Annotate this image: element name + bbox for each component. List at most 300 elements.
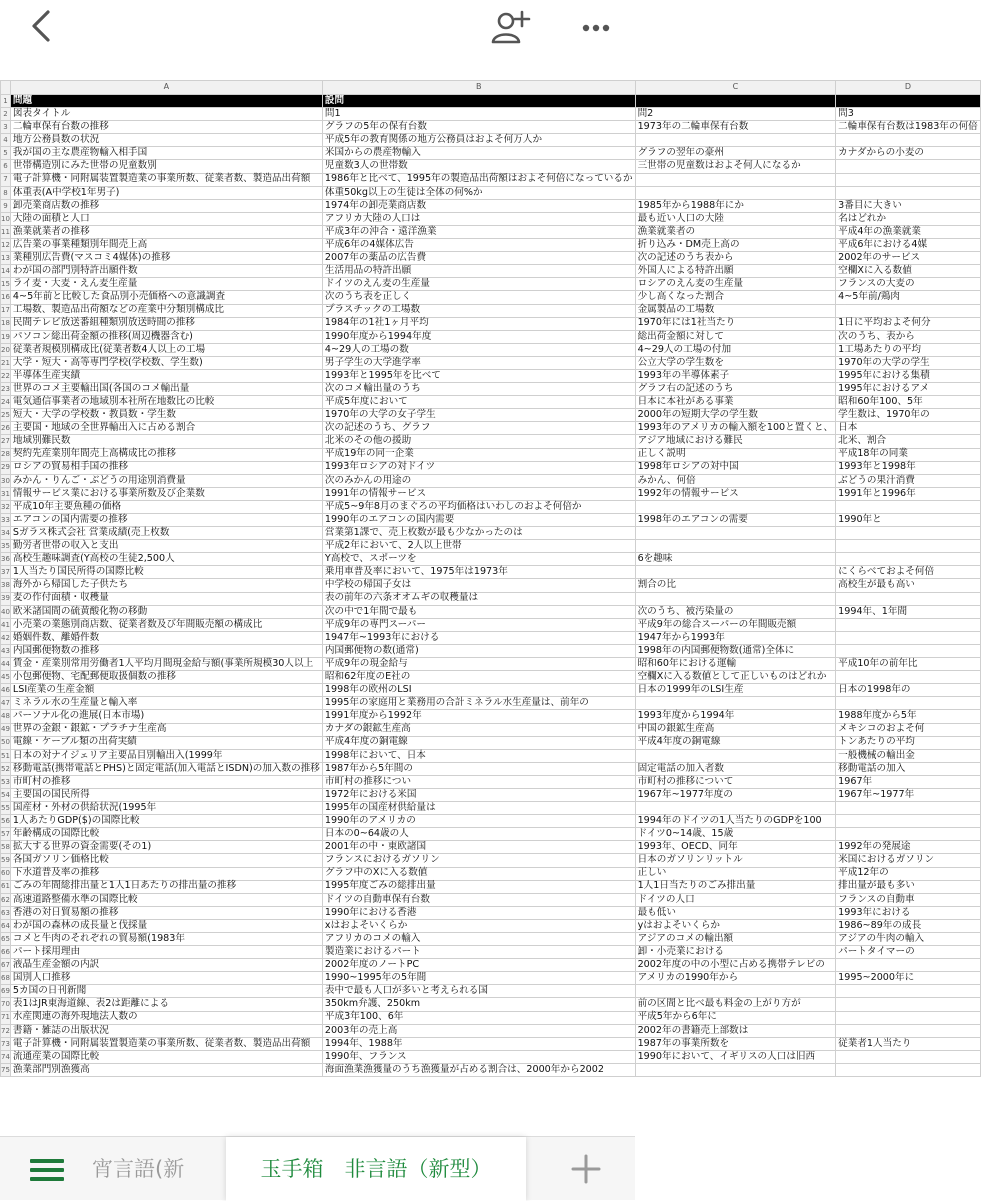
table-cell[interactable]: 4~29人の工場の数: [322, 343, 635, 356]
table-cell[interactable]: [836, 95, 981, 108]
row-number[interactable]: 16: [1, 291, 11, 304]
table-cell[interactable]: 工場数、製造品出荷額などの産業中分類別構成比: [10, 304, 322, 317]
table-cell[interactable]: 従業者1人当たり: [836, 1037, 981, 1050]
table-cell[interactable]: ロシアのえん麦の生産量: [635, 278, 836, 291]
row-number[interactable]: 39: [1, 592, 11, 605]
row-number[interactable]: 45: [1, 671, 11, 684]
row-number[interactable]: 58: [1, 841, 11, 854]
table-cell[interactable]: 短大・大学の学校数・教員数・学生数: [10, 409, 322, 422]
row-number[interactable]: 14: [1, 265, 11, 278]
table-cell[interactable]: 昭和62年度のE社の: [322, 671, 635, 684]
table-cell[interactable]: 平成9年の現金給与: [322, 658, 635, 671]
table-cell[interactable]: 1988年度から5年: [836, 710, 981, 723]
table-cell[interactable]: 平成10年の前年比: [836, 658, 981, 671]
table-cell[interactable]: 契約先産業別年間売上高構成比の推移: [10, 448, 322, 461]
spreadsheet-view[interactable]: [0, 80, 978, 1132]
table-cell[interactable]: 半導体生産実績: [10, 369, 322, 382]
row-number[interactable]: 24: [1, 396, 11, 409]
row-number[interactable]: 47: [1, 697, 11, 710]
table-cell[interactable]: xはおよそいくらか: [322, 919, 635, 932]
table-cell[interactable]: グラフの5年の保有台数: [322, 121, 635, 134]
table-cell[interactable]: 平成3年の沖合・遠洋漁業: [322, 225, 635, 238]
table-cell[interactable]: 乗用車普及率において、1975年は1973年: [322, 566, 635, 579]
table-cell[interactable]: 正しい: [635, 867, 836, 880]
table-cell[interactable]: 市町村の推移: [10, 775, 322, 788]
table-cell[interactable]: [635, 566, 836, 579]
more-horizontal-icon[interactable]: [578, 10, 614, 46]
table-cell[interactable]: [836, 1063, 981, 1076]
table-cell[interactable]: 北米、割合: [836, 435, 981, 448]
table-cell[interactable]: 表中で最も人口が多いと考えられる国: [322, 985, 635, 998]
row-number[interactable]: 11: [1, 225, 11, 238]
plus-icon[interactable]: [568, 1151, 604, 1187]
table-cell[interactable]: 4~5年前/鶏肉: [836, 291, 981, 304]
table-cell[interactable]: 設問: [322, 95, 635, 108]
row-number[interactable]: 54: [1, 788, 11, 801]
table-cell[interactable]: 名はどれか: [836, 212, 981, 225]
row-number[interactable]: 50: [1, 736, 11, 749]
table-cell[interactable]: 1990~1995年の5年間: [322, 972, 635, 985]
table-cell[interactable]: Sガラス株式会社 営業成績(売上枚数: [10, 527, 322, 540]
table-cell[interactable]: 日本のガソリンリットル: [635, 854, 836, 867]
table-cell[interactable]: [836, 985, 981, 998]
table-cell[interactable]: [635, 186, 836, 199]
table-cell[interactable]: 正しく説明: [635, 448, 836, 461]
table-cell[interactable]: 年齢構成の国際比較: [10, 828, 322, 841]
table-cell[interactable]: 昭和60年における運輸: [635, 658, 836, 671]
table-cell[interactable]: 大陸の面積と人口: [10, 212, 322, 225]
row-number[interactable]: 44: [1, 658, 11, 671]
table-cell[interactable]: エアコンの国内需要の推移: [10, 514, 322, 527]
table-cell[interactable]: 我が国の主な農産物輸入相手国: [10, 147, 322, 160]
table-cell[interactable]: にくらべておよそ何倍: [836, 566, 981, 579]
table-cell[interactable]: 1990年における香港: [322, 906, 635, 919]
table-cell[interactable]: パソコン総出荷金額の推移(周辺機器含む): [10, 330, 322, 343]
table-cell[interactable]: 2003年の売上高: [322, 1024, 635, 1037]
table-cell[interactable]: 婚姻件数、離婚件数: [10, 631, 322, 644]
row-number[interactable]: 55: [1, 802, 11, 815]
table-cell[interactable]: 2002年のサービス: [836, 252, 981, 265]
table-cell[interactable]: フランスにおけるガソリン: [322, 854, 635, 867]
table-cell[interactable]: 少し高くなった割合: [635, 291, 836, 304]
table-cell[interactable]: 1947年~1993年における: [322, 631, 635, 644]
table-cell[interactable]: [836, 959, 981, 972]
row-number[interactable]: 7: [1, 173, 11, 186]
table-cell[interactable]: 平成5年から6年に: [635, 1011, 836, 1024]
table-cell[interactable]: メキシコのおよそ何: [836, 723, 981, 736]
table-cell[interactable]: 平成9年の専門スーパー: [322, 618, 635, 631]
table-cell[interactable]: 平成6年における4媒: [836, 239, 981, 252]
row-number[interactable]: 67: [1, 959, 11, 972]
column-header[interactable]: C: [635, 81, 836, 95]
table-cell[interactable]: 中国の銀鉱生産高: [635, 723, 836, 736]
row-number[interactable]: 13: [1, 252, 11, 265]
table-cell[interactable]: 1991年度から1992年: [322, 710, 635, 723]
table-cell[interactable]: [635, 134, 836, 147]
table-cell[interactable]: [635, 749, 836, 762]
row-number[interactable]: 40: [1, 605, 11, 618]
row-number[interactable]: 18: [1, 317, 11, 330]
row-number[interactable]: 15: [1, 278, 11, 291]
table-cell[interactable]: [836, 304, 981, 317]
table-cell[interactable]: [836, 1011, 981, 1024]
table-cell[interactable]: 主要国・地域の全世界輸出入に占める割合: [10, 422, 322, 435]
table-cell[interactable]: [836, 631, 981, 644]
table-cell[interactable]: 移動電話の加入: [836, 762, 981, 775]
table-cell[interactable]: 流通産業の国際比較: [10, 1050, 322, 1063]
table-cell[interactable]: 問1: [322, 108, 635, 121]
table-cell[interactable]: 平成10年主要魚種の価格: [10, 500, 322, 513]
table-cell[interactable]: ドイツの自動車保有台数: [322, 893, 635, 906]
table-cell[interactable]: 1995年におけるアメ: [836, 383, 981, 396]
table-cell[interactable]: 次のうち、表から: [836, 330, 981, 343]
table-cell[interactable]: 大学・短大・高等専門学校(学校数、学生数): [10, 356, 322, 369]
table-cell[interactable]: 地域別難民数: [10, 435, 322, 448]
table-cell[interactable]: [836, 815, 981, 828]
table-cell[interactable]: アフリカのコメの輸入: [322, 933, 635, 946]
table-cell[interactable]: 世界の金銀・銀鉱・プラチナ生産高: [10, 723, 322, 736]
table-cell[interactable]: 1986年と比べて、1995年の製造品出荷額はおよそ何倍になっているか: [322, 173, 635, 186]
hamburger-menu-icon[interactable]: [30, 1159, 64, 1185]
table-cell[interactable]: 日本: [836, 422, 981, 435]
table-cell[interactable]: [836, 697, 981, 710]
table-cell[interactable]: 1998年において、日本: [322, 749, 635, 762]
table-cell[interactable]: [836, 173, 981, 186]
sheet-tab-active[interactable]: 玉手箱 非言語（新型）: [226, 1137, 526, 1201]
table-cell[interactable]: みかん・りんご・ぶどうの用途別消費量: [10, 474, 322, 487]
row-number[interactable]: 43: [1, 644, 11, 657]
table-cell[interactable]: 主要国の国民所得: [10, 788, 322, 801]
table-cell[interactable]: 世帯構造別にみた世帯の児童数別: [10, 160, 322, 173]
row-number[interactable]: 28: [1, 448, 11, 461]
row-number[interactable]: 27: [1, 435, 11, 448]
table-cell[interactable]: アメリカの1990年から: [635, 972, 836, 985]
table-cell[interactable]: 平成19年の同一企業: [322, 448, 635, 461]
table-cell[interactable]: 米国からの農産物輸入: [322, 147, 635, 160]
table-cell[interactable]: Y高校で、スポーツを: [322, 553, 635, 566]
table-cell[interactable]: 1973年の二輪車保有台数: [635, 121, 836, 134]
row-number[interactable]: 73: [1, 1037, 11, 1050]
row-number[interactable]: 53: [1, 775, 11, 788]
row-number[interactable]: 74: [1, 1050, 11, 1063]
table-cell[interactable]: 1970年の大学の学生: [836, 356, 981, 369]
table-cell[interactable]: 2001年の中・東欧諸国: [322, 841, 635, 854]
table-cell[interactable]: 水産関連の海外現地法人数の: [10, 1011, 322, 1024]
row-number[interactable]: 51: [1, 749, 11, 762]
table-cell[interactable]: 1995年の家庭用と業務用の合計ミネラル水生産量は、前年の: [322, 697, 635, 710]
table-cell[interactable]: ドイツ0~14歳、15歳: [635, 828, 836, 841]
table-cell[interactable]: 二輪車保有台数の推移: [10, 121, 322, 134]
row-number[interactable]: 62: [1, 893, 11, 906]
table-cell[interactable]: [836, 500, 981, 513]
table-cell[interactable]: 1998年の内国郵便物数(通常)全体に: [635, 644, 836, 657]
table-cell[interactable]: 海外から帰国した子供たち: [10, 579, 322, 592]
table-cell[interactable]: 図表タイトル: [10, 108, 322, 121]
row-number[interactable]: 66: [1, 946, 11, 959]
table-cell[interactable]: カナダからの小麦の: [836, 147, 981, 160]
table-cell[interactable]: 海面漁業漁獲量のうち漁獲量が占める割合は、2000年から2002: [322, 1063, 635, 1076]
table-cell[interactable]: 1947年から1993年: [635, 631, 836, 644]
table-cell[interactable]: 中学校の帰国子女は: [322, 579, 635, 592]
table-cell[interactable]: 金属製品の工場数: [635, 304, 836, 317]
table-cell[interactable]: 1992年の情報サービス: [635, 487, 836, 500]
table-cell[interactable]: ドイツの人口: [635, 893, 836, 906]
table-cell[interactable]: yはおよそいくらか: [635, 919, 836, 932]
table-cell[interactable]: 北米のその他の援助: [322, 435, 635, 448]
table-cell[interactable]: 1993年、OECD、同年: [635, 841, 836, 854]
sheet-tab[interactable]: 宵言語(新: [92, 1157, 185, 1181]
row-number[interactable]: 46: [1, 684, 11, 697]
table-cell[interactable]: パートタイマーの: [836, 946, 981, 959]
table-cell[interactable]: 1日に平均およそ何分: [836, 317, 981, 330]
table-cell[interactable]: グラフ中のXに入る数値: [322, 867, 635, 880]
table-cell[interactable]: [836, 998, 981, 1011]
table-cell[interactable]: わが国の森林の成長量と伐採量: [10, 919, 322, 932]
spreadsheet-grid[interactable]: [0, 80, 981, 1077]
table-cell[interactable]: 1993年と1995年を比べて: [322, 369, 635, 382]
column-header[interactable]: D: [836, 81, 981, 95]
table-cell[interactable]: 総出荷金額に対して: [635, 330, 836, 343]
table-cell[interactable]: 電気通信事業者の地域別本社所在地数比の比較: [10, 396, 322, 409]
table-cell[interactable]: 日本の対ナイジェリア主要品目別輸出入(1999年: [10, 749, 322, 762]
table-cell[interactable]: 拡大する世界の資金需要(その1): [10, 841, 322, 854]
row-number[interactable]: 59: [1, 854, 11, 867]
table-cell[interactable]: [635, 500, 836, 513]
table-cell[interactable]: ドイツのえん麦の生産量: [322, 278, 635, 291]
table-cell[interactable]: 1990年、フランス: [322, 1050, 635, 1063]
table-cell[interactable]: 学生数は、1970年の: [836, 409, 981, 422]
table-cell[interactable]: 昭和60年100、5年: [836, 396, 981, 409]
table-cell[interactable]: 情報サービス業における事業所数及び企業数: [10, 487, 322, 500]
table-cell[interactable]: 1人当たり国民所得の国際比較: [10, 566, 322, 579]
row-number[interactable]: 22: [1, 369, 11, 382]
row-number[interactable]: 9: [1, 199, 11, 212]
table-cell[interactable]: 移動電話(携帯電話とPHS)と固定電話(加入電話とISDN)の加入数の推移: [10, 762, 322, 775]
table-cell[interactable]: 1993年と1998年: [836, 461, 981, 474]
table-cell[interactable]: LSI産業の生産金額: [10, 684, 322, 697]
row-number[interactable]: 41: [1, 618, 11, 631]
row-number[interactable]: 1: [1, 95, 11, 108]
row-number[interactable]: 36: [1, 553, 11, 566]
row-number[interactable]: 25: [1, 409, 11, 422]
table-cell[interactable]: [836, 1050, 981, 1063]
table-cell[interactable]: 内国郵便物の数(通常): [322, 644, 635, 657]
table-cell[interactable]: 小包郵便物、宅配郵便取扱個数の推移: [10, 671, 322, 684]
table-cell[interactable]: 市町村の推移につい: [322, 775, 635, 788]
table-cell[interactable]: 1990年のアメリカの: [322, 815, 635, 828]
row-number[interactable]: 2: [1, 108, 11, 121]
table-cell[interactable]: [836, 618, 981, 631]
row-number[interactable]: 48: [1, 710, 11, 723]
table-cell[interactable]: 1967年: [836, 775, 981, 788]
table-cell[interactable]: 1970年の大学の女子学生: [322, 409, 635, 422]
table-cell[interactable]: パート採用理由: [10, 946, 322, 959]
table-cell[interactable]: 勤労者世帯の収入と支出: [10, 540, 322, 553]
table-cell[interactable]: 1991年の情報サービス: [322, 487, 635, 500]
table-cell[interactable]: 1990年において、イギリスの人口は旧西: [635, 1050, 836, 1063]
table-cell[interactable]: 国別人口推移: [10, 972, 322, 985]
table-cell[interactable]: 次のコメ輸出量のうち: [322, 383, 635, 396]
table-cell[interactable]: 1990年と: [836, 514, 981, 527]
table-cell[interactable]: 電子計算機・同附属装置製造業の事業所数、従業者数、製造品出荷額: [10, 1037, 322, 1050]
table-cell[interactable]: 4~29人の工場の付加: [635, 343, 836, 356]
row-number[interactable]: 17: [1, 304, 11, 317]
table-cell[interactable]: 1992年の発展途: [836, 841, 981, 854]
table-cell[interactable]: 平成18年の同業: [836, 448, 981, 461]
column-header[interactable]: A: [10, 81, 322, 95]
table-cell[interactable]: 平成5年の教育関係の地方公務員はおよそ何万人か: [322, 134, 635, 147]
row-number[interactable]: 31: [1, 487, 11, 500]
add-person-icon[interactable]: [488, 8, 532, 48]
table-cell[interactable]: 1991年と1996年: [836, 487, 981, 500]
table-cell[interactable]: [635, 985, 836, 998]
table-cell[interactable]: 1998年の欧州のLSI: [322, 684, 635, 697]
row-number[interactable]: 68: [1, 972, 11, 985]
table-cell[interactable]: 表1はJR東海道線、表2は距離による: [10, 998, 322, 1011]
table-cell[interactable]: 各国ガソリン価格比較: [10, 854, 322, 867]
table-cell[interactable]: グラフ右の記述のうち: [635, 383, 836, 396]
table-cell[interactable]: 1998年のエアコンの需要: [635, 514, 836, 527]
table-cell[interactable]: 空欄Xに入る数値として正しいものはどれか: [635, 671, 836, 684]
row-number[interactable]: 4: [1, 134, 11, 147]
table-cell[interactable]: 次の中で1年間で最も: [322, 605, 635, 618]
row-number[interactable]: 32: [1, 500, 11, 513]
table-cell[interactable]: 次の記述のうち、グラフ: [322, 422, 635, 435]
table-cell[interactable]: 広告業の事業種類別年間売上高: [10, 239, 322, 252]
table-cell[interactable]: 2007年の薬品の広告費: [322, 252, 635, 265]
table-cell[interactable]: 外国人による特許出願: [635, 265, 836, 278]
table-cell[interactable]: 三世帯の児童数はおよそ何人になるか: [635, 160, 836, 173]
table-cell[interactable]: 1人1日当たりのごみ排出量: [635, 880, 836, 893]
table-cell[interactable]: 割合の比: [635, 579, 836, 592]
row-number[interactable]: 20: [1, 343, 11, 356]
table-cell[interactable]: 日本の1999年のLSI生産: [635, 684, 836, 697]
table-cell[interactable]: 1993年度から1994年: [635, 710, 836, 723]
corner-cell[interactable]: [1, 81, 11, 95]
table-cell[interactable]: 1987年から5年間の: [322, 762, 635, 775]
table-cell[interactable]: 3番目に大きい: [836, 199, 981, 212]
table-cell[interactable]: 従業者規模別構成比(従業者数4人以上の工場: [10, 343, 322, 356]
row-number[interactable]: 60: [1, 867, 11, 880]
table-cell[interactable]: ぶどうの果汁消費: [836, 474, 981, 487]
table-cell[interactable]: 米国におけるガソリン: [836, 854, 981, 867]
table-cell[interactable]: 欧米諸国間の硫黄酸化物の移動: [10, 605, 322, 618]
table-cell[interactable]: 平成4年度の銅電線: [322, 736, 635, 749]
table-cell[interactable]: アフリカ大陸の人口は: [322, 212, 635, 225]
table-cell[interactable]: 1970年には1社当たり: [635, 317, 836, 330]
table-cell[interactable]: 次のうち表を正しく: [322, 291, 635, 304]
table-cell[interactable]: 5カ国の日刊新聞: [10, 985, 322, 998]
table-cell[interactable]: 1993年のアメリカの輸入額を100と置くと、: [635, 422, 836, 435]
row-number[interactable]: 12: [1, 239, 11, 252]
row-number[interactable]: 6: [1, 160, 11, 173]
table-cell[interactable]: 1984年の1社1ヶ月平均: [322, 317, 635, 330]
row-number[interactable]: 23: [1, 383, 11, 396]
table-cell[interactable]: 体重表(A中学校1年男子): [10, 186, 322, 199]
table-cell[interactable]: 6を趣味: [635, 553, 836, 566]
row-number[interactable]: 72: [1, 1024, 11, 1037]
table-cell[interactable]: フランスの自動車: [836, 893, 981, 906]
table-cell[interactable]: [635, 540, 836, 553]
table-cell[interactable]: 漁業就業者の推移: [10, 225, 322, 238]
table-cell[interactable]: 日本の0~64歳の人: [322, 828, 635, 841]
row-number[interactable]: 52: [1, 762, 11, 775]
table-cell[interactable]: ロシアの貿易相手国の推移: [10, 461, 322, 474]
table-cell[interactable]: アジアの牛肉の輸入: [836, 933, 981, 946]
table-cell[interactable]: 350km弁護、250km: [322, 998, 635, 1011]
table-cell[interactable]: 児童数3人の世帯数: [322, 160, 635, 173]
table-cell[interactable]: 4~5年前と比較した食品別小売価格への意識調査: [10, 291, 322, 304]
table-cell[interactable]: 製造業におけるパート: [322, 946, 635, 959]
table-cell[interactable]: 高速道路整備水準の国際比較: [10, 893, 322, 906]
table-cell[interactable]: 卸売業商店数の推移: [10, 199, 322, 212]
table-cell[interactable]: 平成5年度において: [322, 396, 635, 409]
table-cell[interactable]: 日本の1998年の: [836, 684, 981, 697]
table-cell[interactable]: 市町村の推移について: [635, 775, 836, 788]
table-cell[interactable]: 1工場あたりの平均: [836, 343, 981, 356]
row-number[interactable]: 61: [1, 880, 11, 893]
table-cell[interactable]: 空欄Xに入る数値: [836, 265, 981, 278]
table-cell[interactable]: アジア地域における難民: [635, 435, 836, 448]
table-cell[interactable]: [635, 592, 836, 605]
table-cell[interactable]: 下水道普及率の推移: [10, 867, 322, 880]
table-cell[interactable]: [836, 553, 981, 566]
row-number[interactable]: 42: [1, 631, 11, 644]
table-cell[interactable]: [836, 828, 981, 841]
table-cell[interactable]: 2002年度の中の小型に占める携帯テレビの: [635, 959, 836, 972]
row-number[interactable]: 71: [1, 1011, 11, 1024]
table-cell[interactable]: 書籍・雑誌の出版状況: [10, 1024, 322, 1037]
table-cell[interactable]: 電子計算機・同附属装置製造業の事業所数、従業者数、製造品出荷額: [10, 173, 322, 186]
row-number[interactable]: 10: [1, 212, 11, 225]
table-cell[interactable]: [836, 802, 981, 815]
table-cell[interactable]: 1986~89年の成長: [836, 919, 981, 932]
table-cell[interactable]: 賃金・産業別常用労働者1人平均月間現金給与額(事業所規模30人以上: [10, 658, 322, 671]
table-cell[interactable]: 1987年の事業所数を: [635, 1037, 836, 1050]
table-cell[interactable]: わが国の部門別特許出願件数: [10, 265, 322, 278]
table-cell[interactable]: 平成6年の4媒体広告: [322, 239, 635, 252]
table-cell[interactable]: 体重50kg以上の生徒は全体の何%か: [322, 186, 635, 199]
table-cell[interactable]: 平成3年100、6年: [322, 1011, 635, 1024]
table-cell[interactable]: [836, 540, 981, 553]
table-cell[interactable]: 固定電話の加入者数: [635, 762, 836, 775]
table-cell[interactable]: 小売業の業態別商店数、従業者数及び年間販売額の構成比: [10, 618, 322, 631]
row-number[interactable]: 37: [1, 566, 11, 579]
table-cell[interactable]: 問2: [635, 108, 836, 121]
row-number[interactable]: 19: [1, 330, 11, 343]
row-number[interactable]: 57: [1, 828, 11, 841]
table-cell[interactable]: 高校生が最も高い: [836, 579, 981, 592]
table-cell[interactable]: 1995~2000年に: [836, 972, 981, 985]
row-number[interactable]: 5: [1, 147, 11, 160]
row-number[interactable]: 38: [1, 579, 11, 592]
table-cell[interactable]: [836, 671, 981, 684]
table-cell[interactable]: [635, 95, 836, 108]
table-cell[interactable]: 1967年~1977年度の: [635, 788, 836, 801]
table-cell[interactable]: [635, 697, 836, 710]
table-cell[interactable]: 国産材・外材の供給状況(1995年: [10, 802, 322, 815]
table-cell[interactable]: 平成9年の総合スーパーの年間販売額: [635, 618, 836, 631]
table-cell[interactable]: 2002年度のノートPC: [322, 959, 635, 972]
row-number[interactable]: 35: [1, 540, 11, 553]
table-cell[interactable]: 1993年の半導体素子: [635, 369, 836, 382]
table-cell[interactable]: 次のみかんの用途の: [322, 474, 635, 487]
row-number[interactable]: 49: [1, 723, 11, 736]
table-cell[interactable]: [836, 592, 981, 605]
table-cell[interactable]: 問題: [10, 95, 322, 108]
table-cell[interactable]: 平成4年度の銅電線: [635, 736, 836, 749]
table-cell[interactable]: [635, 173, 836, 186]
